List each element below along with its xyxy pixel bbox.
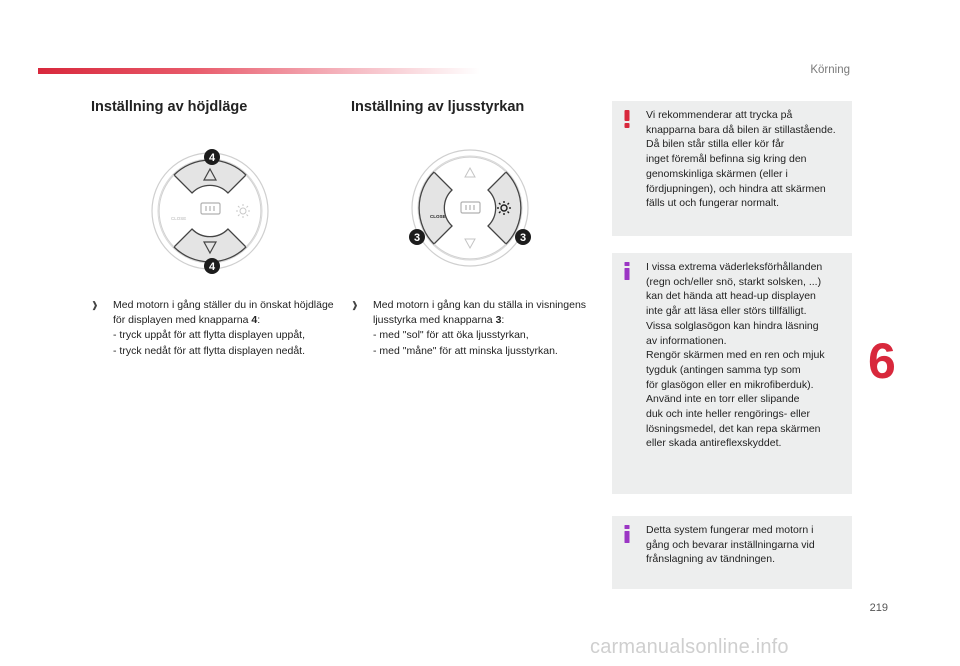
brightness-control-diagram <box>405 148 535 268</box>
info-text: Detta system fungerar med motorn i gång och bevarar inställningarna vid frånslagning av tändningen. <box>646 524 815 566</box>
svg-text:3: 3 <box>519 232 527 244</box>
list-item: - tryck uppåt för att flytta displayen uppåt, <box>113 329 306 342</box>
header-accent-bar <box>38 68 480 74</box>
list-item: - tryck nedåt för att flytta displayen nedåt. <box>113 344 306 357</box>
callout-4-top <box>204 149 220 165</box>
warning-exclamation-icon <box>620 110 634 128</box>
callout-3-right <box>515 229 531 245</box>
chapter-number: 6 <box>868 333 896 389</box>
height-instruction-intro: Med motorn i gång ställer du in önskat höjdläge för displayen med knapparna 4: <box>113 299 334 327</box>
info-icon <box>620 262 634 280</box>
page-number: 219 <box>869 602 888 614</box>
brightness-instruction-intro: Med motorn i gång kan du ställa in visningens ljusstyrka med knapparna 3: <box>373 299 587 327</box>
close-label: CLOSE <box>171 216 187 221</box>
info-text: I vissa extrema väderleksförhållanden (regn och/eller snö, starkt solsken, ...) kan det hända att head-up displayen inte går att läsa eller störs tillfälligt. Vissa solglasögon kan hindra läsning av informationen. Rengör skärmen med en ren och mjuk tygduk (antingen samma typ som för glasögon eller en mikrofiberduk). Använd inte en torr eller slipande duk och inte heller rengörings- eller lösningsmedel, det kan repa skärmen eller skada antireflexskyddet. <box>646 261 825 450</box>
brightness-setting-heading: Inställning av ljusstyrkan <box>351 99 525 115</box>
height-instructions <box>91 298 341 359</box>
warning-box <box>612 101 852 236</box>
bullet-arrow-icon: ❱ <box>351 300 359 310</box>
svg-text:3: 3 <box>413 232 421 244</box>
close-label: CLOSE <box>430 214 446 219</box>
warning-text: Vi rekommenderar att trycka på knapparna bara då bilen är stillastående. Då bilen står stilla eller kör får inget föremål befinna sig kring den genomskinliga skärmen (eller i fördjupningen), och hindra att skärmen fälls ut och fungerar normalt. <box>646 109 836 210</box>
info-box-cleaning <box>612 253 852 494</box>
list-item: - med "måne" för att minska ljusstyrkan. <box>373 344 558 357</box>
height-setting-heading: Inställning av höjdläge <box>91 99 248 115</box>
info-box-memory <box>612 516 852 589</box>
info-icon <box>620 525 634 543</box>
section-title: Körning <box>810 64 850 76</box>
callout-3-left <box>409 229 425 245</box>
brightness-instructions <box>351 298 601 359</box>
height-control-diagram <box>148 145 272 275</box>
watermark: carmanualsonline.info <box>590 636 789 658</box>
svg-text:4: 4 <box>208 261 216 273</box>
bullet-arrow-icon: ❱ <box>91 300 99 310</box>
callout-4-bottom <box>204 258 220 274</box>
svg-text:4: 4 <box>208 152 216 164</box>
list-item: - med "sol" för att öka ljusstyrkan, <box>373 329 529 342</box>
